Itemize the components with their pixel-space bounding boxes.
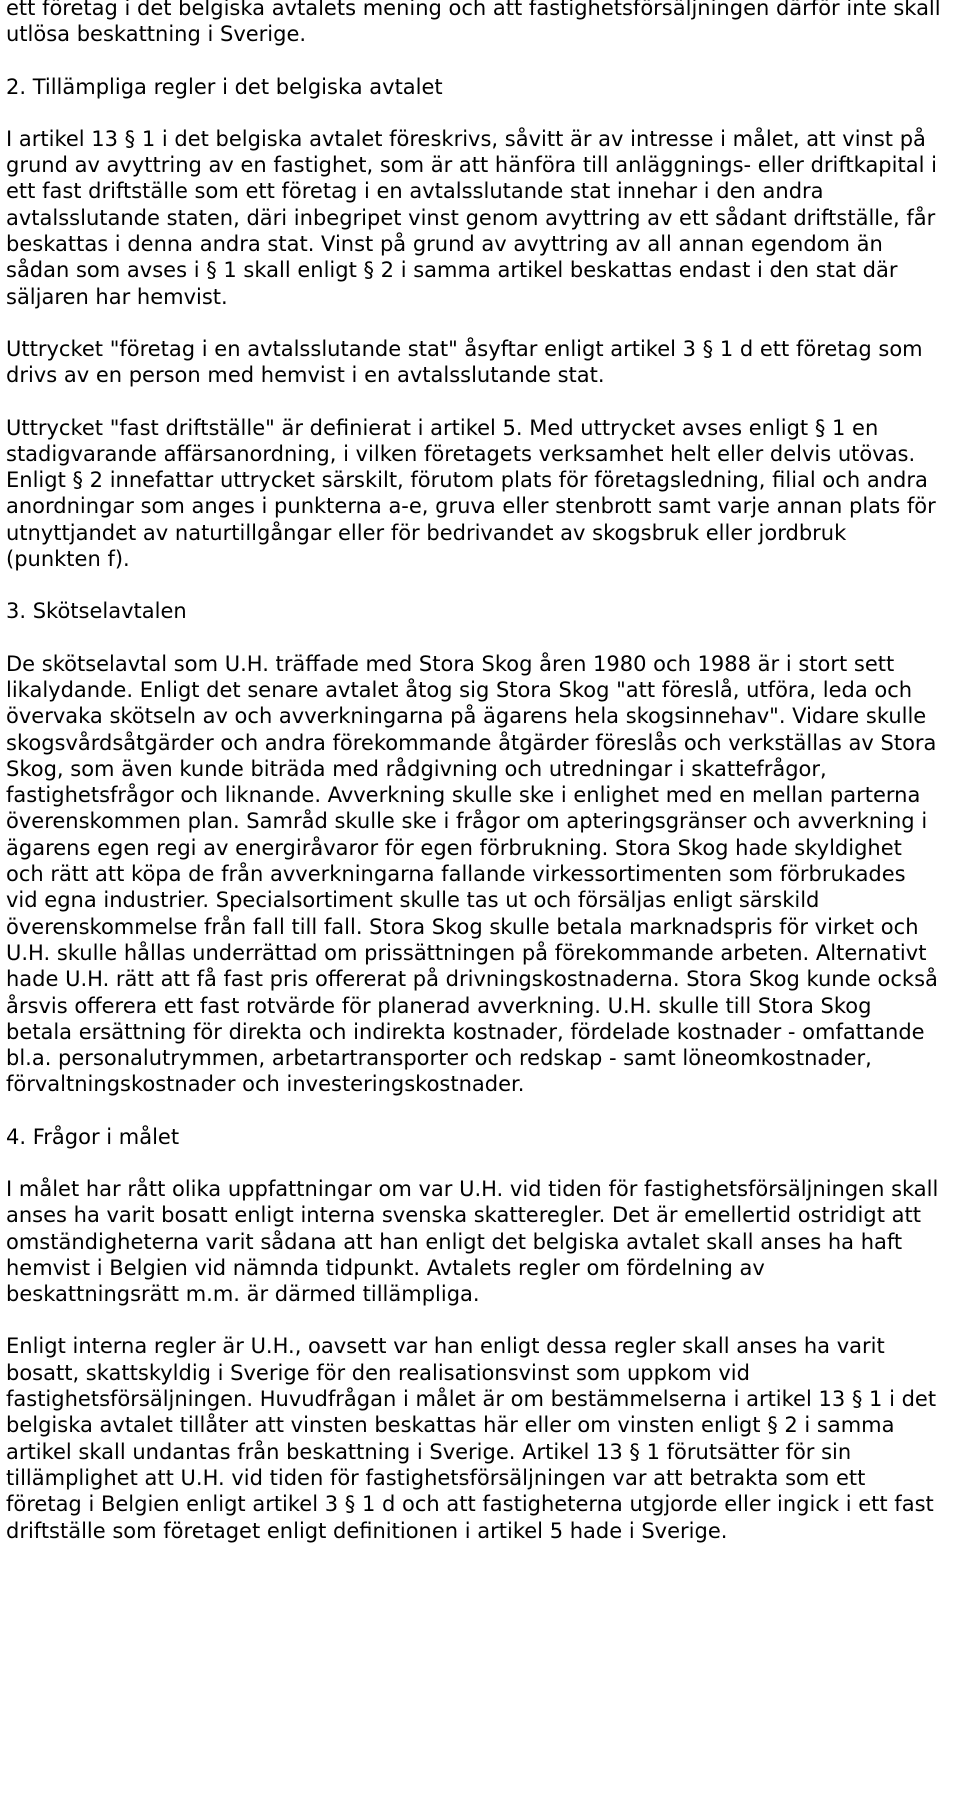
section-heading-2: 2. Tillämpliga regler i det belgiska avtalet bbox=[6, 74, 443, 99]
section-heading-3: 3. Skötselavtalen bbox=[6, 599, 187, 624]
paragraph-interna-regler: Enligt interna regler är U.H., oavsett var han enligt dessa regler skall anses ha varit bosatt, skattskyldig i Sverige för den realisationsvinst som uppkom vid fastighetsförsäljningen. Huvudfrågan i målet är om bestämmelserna i artikel 13 § 1 i det belgiska avtalet tillåter att vinsten beskattas här eller om vinsten enligt § 2 i samma artikel skall undantas från beskattning i Sverige. Artikel 13 § 1 förutsätter för sin tillämplighet att U.H. vid tiden för fastighetsförsäljningen var att betrakta som ett företag i Belgien enligt artikel 3 § 1 d och att fastigheterna utgjorde eller ingick i ett fast driftställe som företaget enligt definitionen i artikel 5 hade i Sverige. bbox=[6, 1334, 937, 1543]
paragraph-hemvist: I målet har rått olika uppfattningar om var U.H. vid tiden för fastighetsförsäljningen skall anses ha varit bosatt enligt interna svenska skatteregler. Det är emellertid ostridigt att omständigheterna varit sådana att han enligt det belgiska avtalet skall anses ha haft hemvist i Belgien vid nämnda tidpunkt. Avtalets regler om fördelning av beskattningsrätt m.m. är därmed tillämpliga. bbox=[6, 1176, 939, 1307]
paragraph-intro-continuation: ett företag i det belgiska avtalets mening och att fastighetsförsäljningen därför inte skall utlösa beskattning i Sverige. bbox=[6, 0, 941, 47]
paragraph-article-13: I artikel 13 § 1 i det belgiska avtalet föreskrivs, såvitt är av intresse i målet, att vinst på grund av avyttring av en fastighet, som är att hänföra till anläggnings- eller driftkapital i ett fast driftställe som ett företag i en avtalsslutande stat innehar i den andra avtalsslutande staten, däri inbegripet vinst genom avyttring av ett sådant driftställe, får beskattas i denna andra stat. Vinst på grund av avyttring av all annan egendom än sådan som avses i § 1 skall enligt § 2 i samma artikel beskattas endast i den stat där säljaren har hemvist. bbox=[6, 126, 937, 309]
paragraph-article-5: Uttrycket "fast driftställe" är definierat i artikel 5. Med uttrycket avses enligt § 1 en stadigvarande affärsanordning, i vilken företagets verksamhet helt eller delvis utövas. Enligt § 2 innefattar uttrycket särskilt, förutom plats för företagsledning, filial och andra anordningar som anges i punkterna a-e, gruva eller stenbrott samt varje annan plats för utnyttjandet av naturtillgångar eller för bedrivandet av skogsbruk eller jordbruk (punkten f). bbox=[6, 415, 936, 572]
paragraph-article-3: Uttrycket "företag i en avtalsslutande stat" åsyftar enligt artikel 3 § 1 d ett företag som drivs av en person med hemvist i en avtalsslutande stat. bbox=[6, 336, 923, 388]
document-page bbox=[6, 0, 942, 1544]
section-heading-4: 4. Frågor i målet bbox=[6, 1124, 180, 1149]
paragraph-skotselavtal: De skötselavtal som U.H. träffade med Stora Skog åren 1980 och 1988 är i stort sett likalydande. Enligt det senare avtalet åtog sig Stora Skog "att föreslå, utföra, leda och övervaka skötseln av och avverkningarna på ägarens hela skogsinnehav". Vidare skulle skogsvårdsåtgärder och andra förekommande åtgärder föreslås och verkställas av Stora Skog, som även kunde biträda med rådgivning och utredningar i skattefrågor, fastighetsfrågor och liknande. Avverkning skulle ske i enlighet med en mellan parterna överenskommen plan. Samråd skulle ske i frågor om apteringsgränser och avverkning i ägarens egen regi av energiråvaror för egen förbrukning. Stora Skog hade skyldighet och rätt att köpa de från avverkningarna fallande virkessortimenten som förbrukades vid egna industrier. Specialsortiment skulle tas ut och försäljas enligt särskild överenskommelse från fall till fall. Stora Skog skulle betala marknadspris för virket och U.H. skulle hållas underrättad om prissättningen på förekommande arbeten. Alternativt hade U.H. rätt att få fast pris offererat på drivningskostnaderna. Stora Skog kunde också årsvis offerera ett fast rotvärde för planerad avverkning. U.H. skulle till Stora Skog betala ersättning för direkta och indirekta kostnader, fördelade kostnader - omfattande bl.a. personalutrymmen, arbetartransporter och redskap - samt löneomkostnader, förvaltningskostnader och investeringskostnader. bbox=[6, 651, 938, 1097]
